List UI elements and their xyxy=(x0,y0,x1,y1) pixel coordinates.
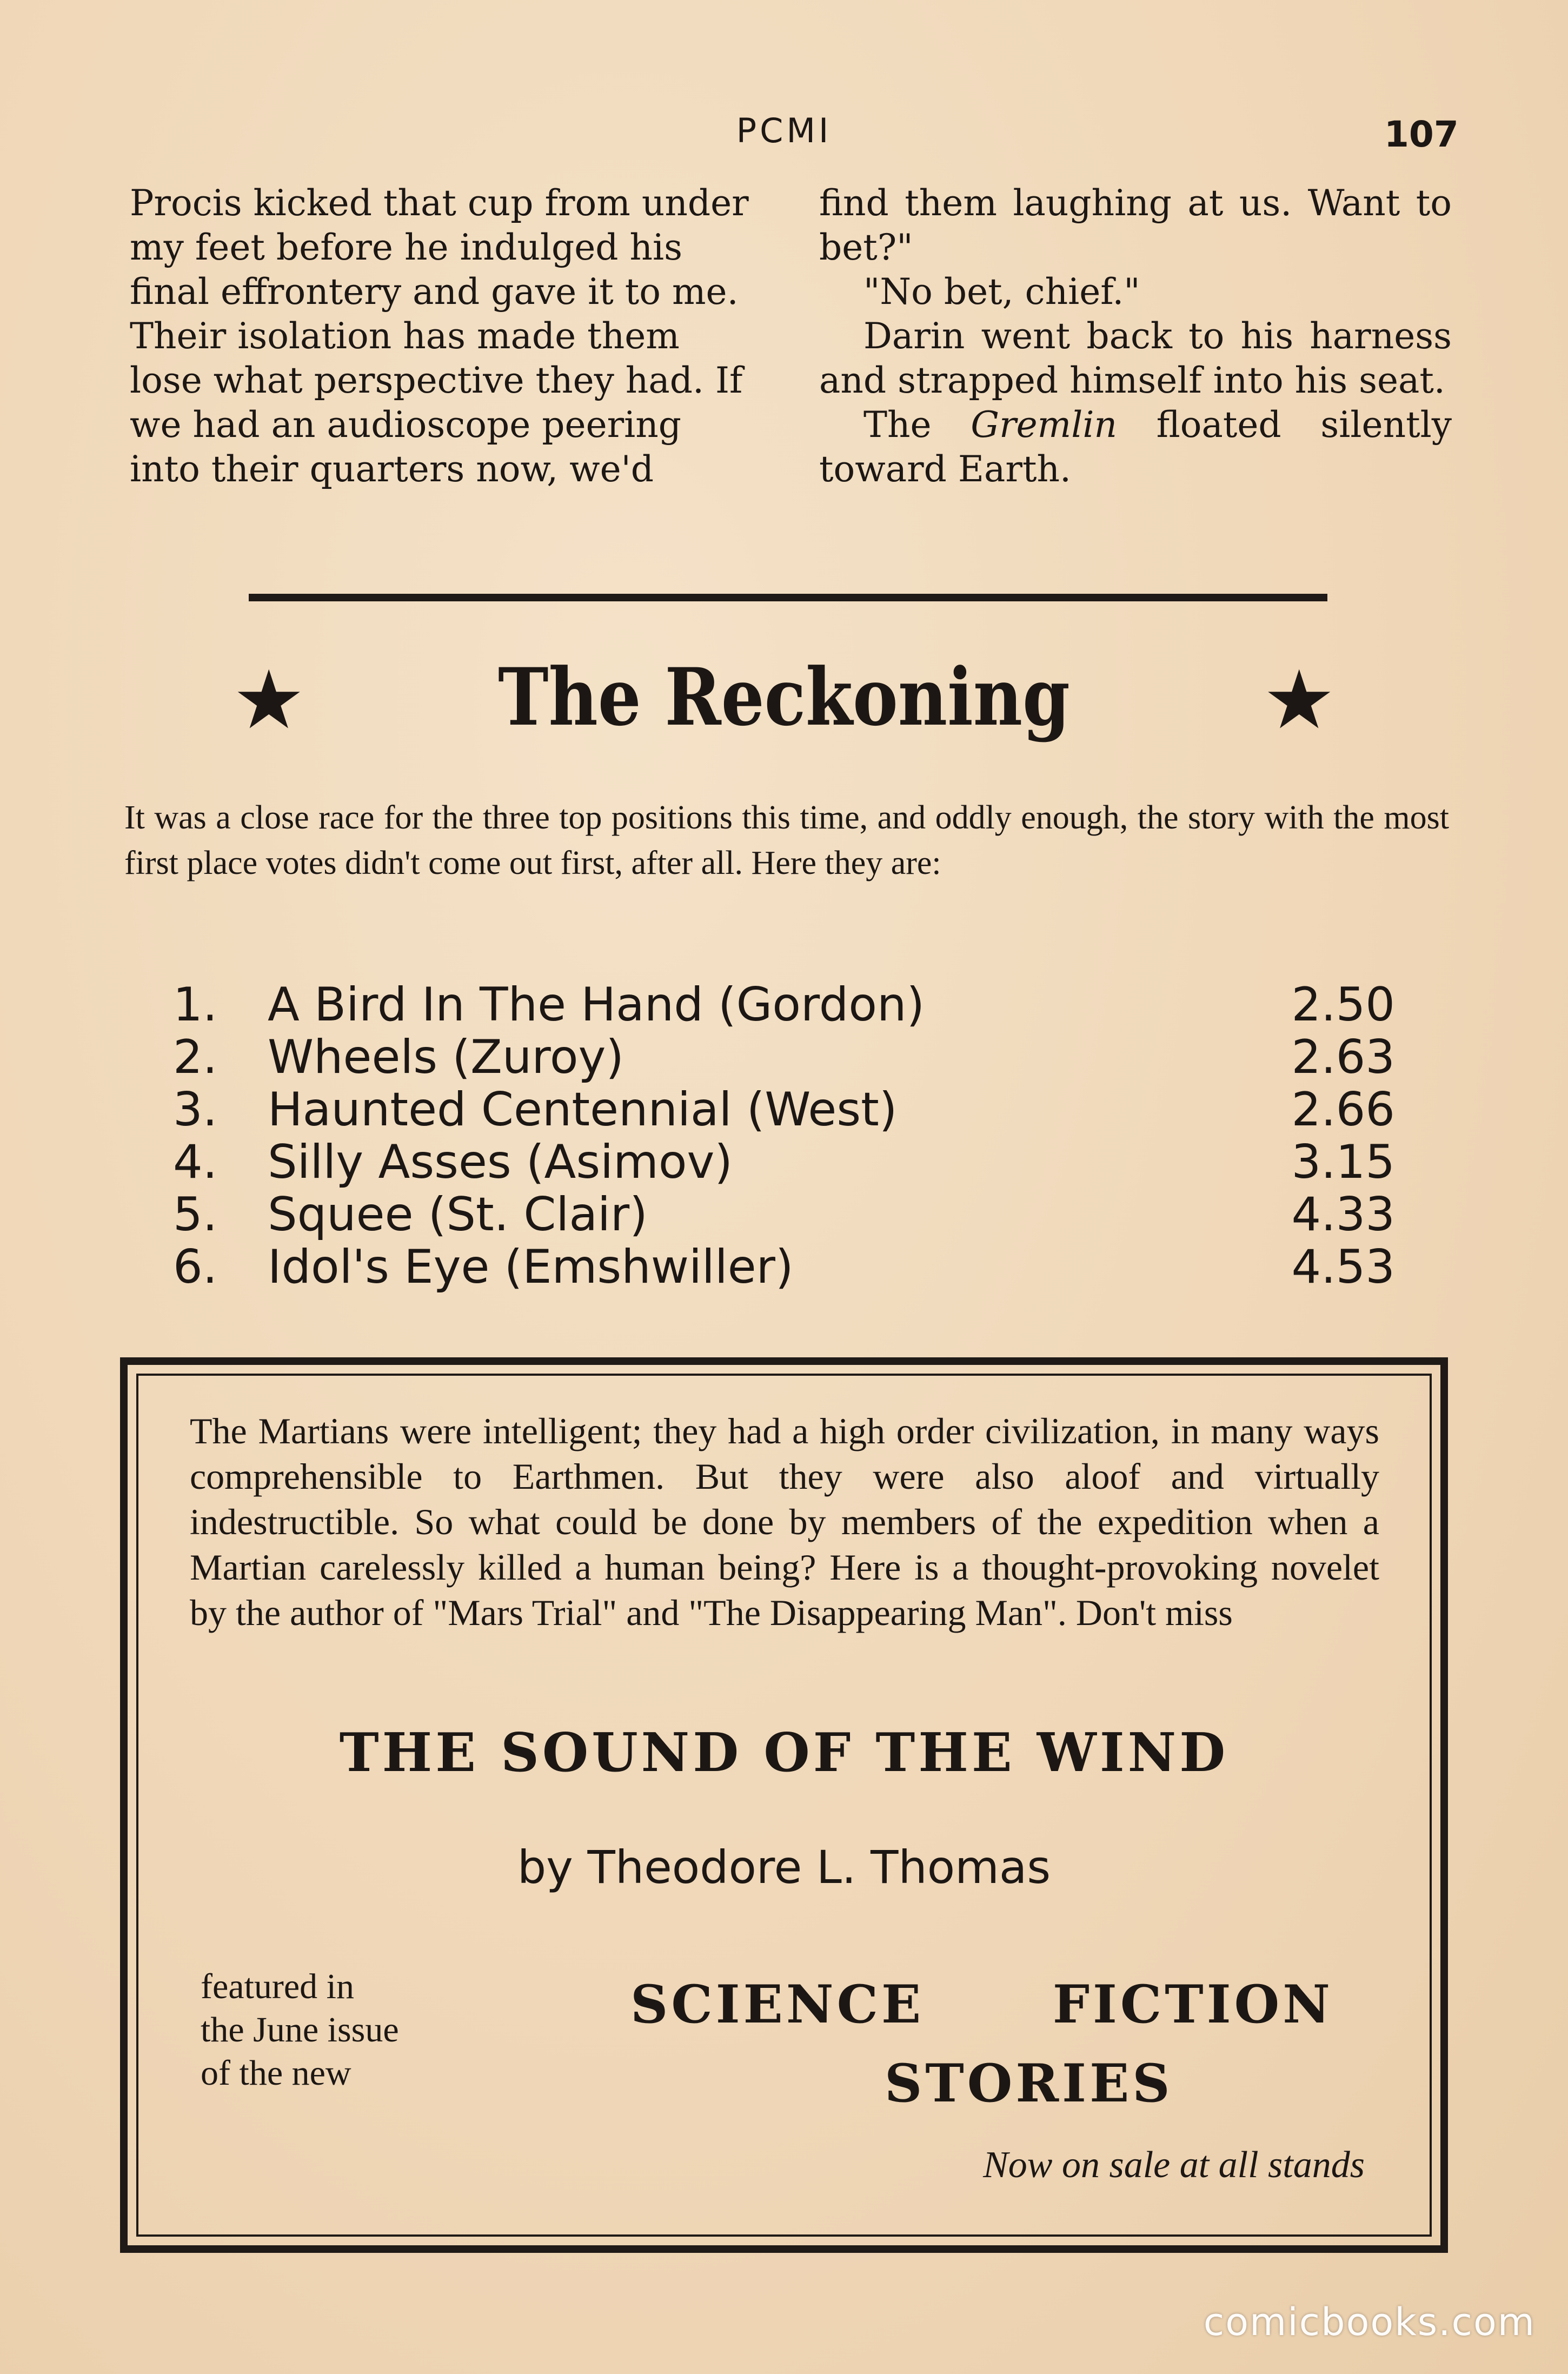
story-title: Squee (St. Clair) xyxy=(268,1188,648,1242)
rankings-list xyxy=(173,979,1395,1294)
story-left-column xyxy=(130,181,760,492)
star-icon: ★ xyxy=(1263,653,1336,747)
ad-featured-line: featured in xyxy=(201,1967,355,2006)
story-paragraph: find them laughing at us. Want to bet?" xyxy=(819,182,1452,268)
text-segment: floated silently toward Earth. xyxy=(819,404,1452,490)
story-score: 4.53 xyxy=(1291,1240,1395,1294)
ad-featured-line: the June issue xyxy=(201,2010,399,2050)
story-final-paragraph xyxy=(819,403,1452,492)
rank-number: 3. xyxy=(173,1083,218,1137)
ranking-row xyxy=(173,1189,1395,1241)
ad-magazine-word: SCIENCE xyxy=(630,1974,925,2035)
story-title: Wheels (Zuroy) xyxy=(268,1030,624,1084)
ad-featured-line: of the new xyxy=(201,2053,351,2093)
section-title: The Reckoning xyxy=(498,651,1070,744)
section-divider xyxy=(249,594,1327,601)
story-paragraph: "No bet, chief." xyxy=(863,271,1140,313)
ranking-row xyxy=(173,979,1395,1031)
advertisement-box xyxy=(120,1357,1448,2253)
story-score: 2.66 xyxy=(1291,1083,1395,1137)
ranking-row xyxy=(173,1241,1395,1294)
ad-on-sale: Now on sale at all stands xyxy=(983,2144,1365,2186)
story-paragraph: Darin went back to his harness and strapped himself into his seat. xyxy=(819,315,1452,401)
ranking-row xyxy=(173,1136,1395,1189)
story-score: 2.50 xyxy=(1291,978,1395,1032)
ad-featured-note xyxy=(201,1965,493,2095)
ad-magazine-line xyxy=(630,1965,1333,2044)
story-score: 2.63 xyxy=(1291,1030,1395,1084)
story-title: Haunted Centennial (West) xyxy=(268,1083,898,1137)
ad-byline: by Theodore L. Thomas xyxy=(517,1841,1051,1894)
star-icon: ★ xyxy=(232,653,305,747)
ad-blurb: The Martians were intelligent; they had a high order civilization, in many ways comprehensible to Earthmen. But they were also aloof and virtually indestructible. So what could be done by members of the expedition when a Martian carelessly killed a human being? Here is a thought-provoking novelet by the author of "Mars Trial" and "The Disappearing Man". Don't miss xyxy=(190,1410,1379,1633)
ranking-row xyxy=(173,1031,1395,1084)
story-right-column xyxy=(819,181,1452,492)
section-intro: It was a close race for the three top positions this time, and oddly enough, the story with the most first place votes didn't come out first, after all. Here they are: xyxy=(124,799,1449,881)
ad-story-title: THE SOUND OF THE WIND xyxy=(339,1722,1229,1784)
watermark: comicbooks.com xyxy=(1203,2300,1536,2344)
story-score: 4.33 xyxy=(1291,1188,1395,1242)
rank-number: 6. xyxy=(173,1240,218,1294)
ship-name: Gremlin xyxy=(971,404,1117,446)
ranking-row xyxy=(173,1084,1395,1136)
text-segment: The xyxy=(863,404,971,446)
page-number: 107 xyxy=(1384,114,1459,155)
section-heading xyxy=(232,649,1336,746)
rank-number: 2. xyxy=(173,1030,218,1084)
ad-magazine-word: FICTION xyxy=(1052,1974,1333,2035)
ad-magazine-name xyxy=(630,1965,1333,2123)
running-head: PCMI xyxy=(736,111,832,150)
story-title: A Bird In The Hand (Gordon) xyxy=(268,978,925,1032)
rank-number: 5. xyxy=(173,1188,218,1242)
ad-magazine-word: STORIES xyxy=(885,2053,1173,2114)
story-title: Silly Asses (Asimov) xyxy=(268,1135,733,1189)
story-paragraph: Procis kicked that cup from under my feet before he indulged his final effrontery and gave it to me. Their isolation has made them lose what perspective they had. If we had an audioscope peering into their quarters now, we'd xyxy=(130,182,749,490)
rank-number: 1. xyxy=(173,978,218,1032)
story-score: 3.15 xyxy=(1291,1135,1395,1189)
story-title: Idol's Eye (Emshwiller) xyxy=(268,1240,794,1294)
rank-number: 4. xyxy=(173,1135,218,1189)
